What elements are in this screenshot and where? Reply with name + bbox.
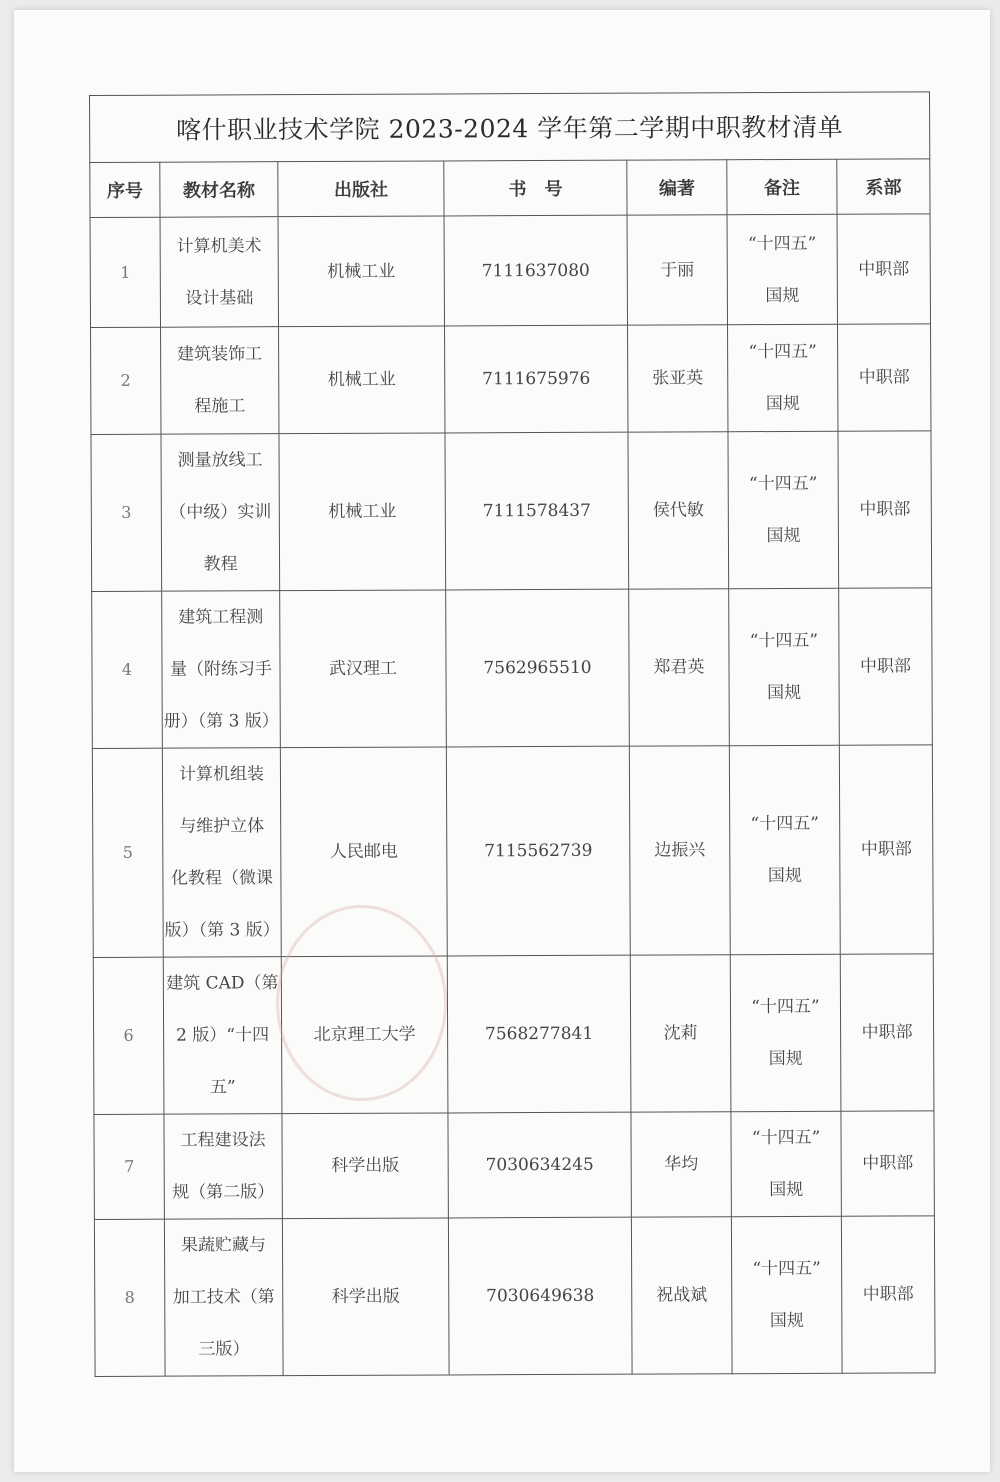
table-row	[93, 954, 934, 1115]
row-publisher: 科学出版	[282, 1218, 449, 1376]
row-isbn: 7030634245	[448, 1112, 631, 1218]
row-dept: 中职部	[841, 1216, 935, 1373]
row-dept: 中职部	[840, 954, 934, 1111]
row-note: “十四五” 国规	[728, 324, 838, 431]
row-no: 6	[93, 957, 164, 1114]
header-note: 备注	[727, 159, 837, 214]
row-author: 华均	[631, 1112, 731, 1217]
row-publisher: 人民邮电	[280, 747, 447, 957]
row-isbn: 7562965510	[446, 589, 630, 747]
table-row	[94, 1111, 934, 1220]
row-dept: 中职部	[839, 588, 933, 745]
row-isbn: 7111637080	[444, 215, 627, 326]
table-row	[91, 324, 931, 435]
row-isbn: 7111675976	[445, 325, 628, 433]
row-no: 5	[92, 748, 163, 957]
row-no: 3	[91, 434, 162, 591]
row-note: “十四五” 国规	[729, 745, 840, 954]
row-no: 7	[94, 1114, 164, 1219]
row-publisher: 机械工业	[279, 433, 446, 591]
row-no: 4	[92, 591, 163, 748]
row-no: 1	[90, 217, 160, 327]
row-name: 测量放线工 （中级）实训 教程	[161, 434, 280, 592]
row-name: 果蔬贮藏与 加工技术（第 三版）	[164, 1219, 283, 1377]
row-author: 郑君英	[629, 589, 730, 746]
table-row	[94, 1216, 935, 1377]
row-note: “十四五” 国规	[731, 1111, 841, 1216]
row-publisher: 北京理工大学	[281, 956, 448, 1114]
row-name: 工程建设法 规（第二版）	[164, 1114, 282, 1220]
row-note: “十四五” 国规	[727, 214, 837, 324]
table-row	[92, 745, 933, 958]
row-name: 计算机组装 与维护立体 化教程（微课 版）（第 3 版）	[162, 748, 281, 958]
row-dept: 中职部	[838, 324, 931, 431]
row-author: 于丽	[627, 215, 727, 325]
header-name: 教材名称	[160, 162, 278, 218]
textbook-table	[89, 91, 936, 1377]
row-dept: 中职部	[841, 1111, 934, 1216]
row-note: “十四五” 国规	[730, 954, 841, 1111]
row-name: 建筑工程测 量（附练习手 册）（第 3 版）	[162, 591, 281, 749]
row-isbn: 7115562739	[446, 746, 630, 956]
row-note: “十四五” 国规	[728, 431, 839, 588]
document-page	[14, 10, 990, 1472]
row-dept: 中职部	[839, 745, 933, 954]
header-publisher: 出版社	[278, 161, 444, 217]
header-row	[90, 159, 930, 218]
row-name: 计算机美术 设计基础	[160, 217, 278, 328]
row-isbn: 7111578437	[445, 432, 629, 590]
table-row	[90, 214, 931, 328]
row-no: 2	[91, 327, 161, 434]
row-isbn: 7030649638	[448, 1217, 632, 1375]
row-author: 张亚英	[628, 325, 728, 432]
row-note: “十四五” 国规	[729, 588, 840, 745]
row-publisher: 武汉理工	[280, 590, 447, 748]
header-dept: 系部	[837, 159, 930, 214]
row-note: “十四五” 国规	[731, 1216, 842, 1373]
row-author: 祝战斌	[631, 1217, 732, 1374]
table-row	[92, 588, 933, 749]
row-author: 沈莉	[630, 955, 731, 1112]
row-no: 8	[94, 1219, 165, 1376]
header-isbn: 书 号	[444, 160, 627, 216]
table-row	[91, 431, 932, 592]
row-name: 建筑装饰工 程施工	[161, 327, 279, 435]
row-publisher: 机械工业	[279, 326, 445, 434]
header-author: 编著	[627, 160, 727, 215]
header-no: 序号	[90, 162, 160, 217]
row-dept: 中职部	[838, 431, 932, 588]
row-publisher: 科学出版	[282, 1113, 448, 1219]
row-author: 侯代敏	[628, 432, 729, 589]
row-author: 边振兴	[629, 746, 730, 955]
row-name: 建筑 CAD（第 2 版）“十四 五”	[163, 957, 282, 1115]
row-isbn: 7568277841	[447, 955, 631, 1113]
row-dept: 中职部	[837, 214, 931, 324]
document-title: 喀什职业技术学院 2023-2024 学年第二学期中职教材清单	[90, 92, 930, 163]
row-publisher: 机械工业	[278, 216, 444, 327]
